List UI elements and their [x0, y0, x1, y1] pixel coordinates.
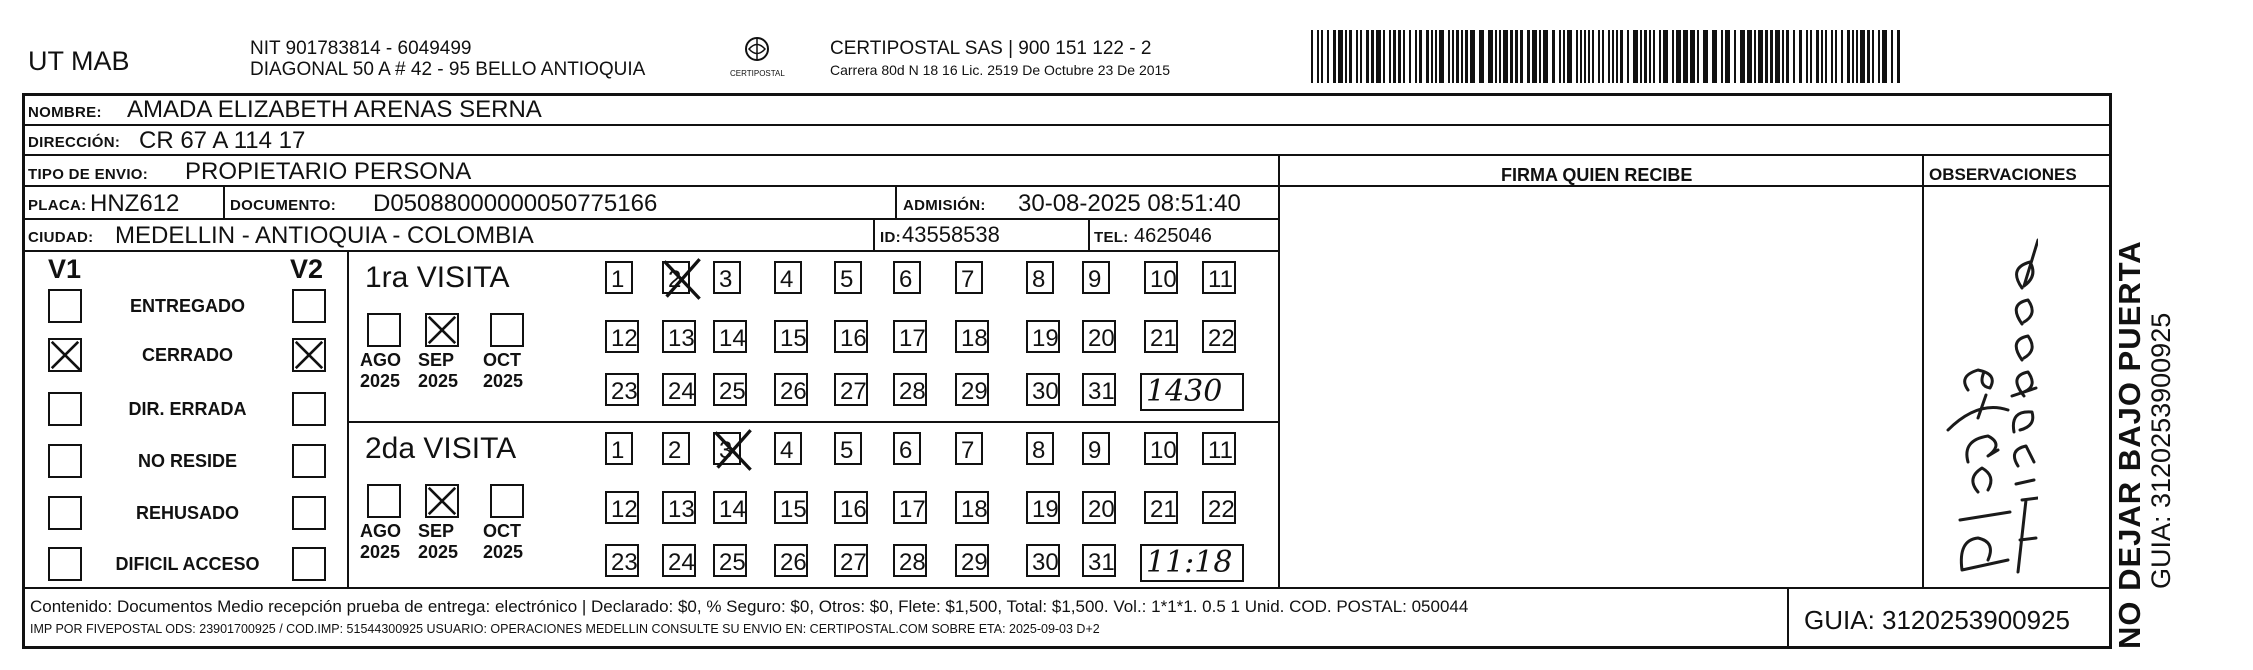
day-number: 19 — [1032, 325, 1059, 352]
day-cell[interactable] — [605, 261, 633, 294]
rule — [1280, 185, 2112, 187]
month-checkbox[interactable] — [490, 484, 524, 518]
day-number: 21 — [1150, 496, 1177, 523]
nit-text: NIT 901783814 - 6049499 — [250, 38, 472, 59]
rule — [1278, 154, 1280, 587]
check-x-icon — [427, 315, 457, 345]
admision-value: 30-08-2025 08:51:40 — [1018, 190, 1241, 217]
day-number: 8 — [1032, 437, 1046, 464]
status-label: DIFICIL ACCESO — [115, 554, 260, 574]
day-cell[interactable] — [662, 320, 696, 353]
rule — [22, 250, 1280, 252]
documento-value: D05088000000050775166 — [373, 190, 658, 217]
day-cell[interactable] — [955, 544, 989, 577]
logo-caption: CERTIPOSTAL — [730, 69, 785, 78]
company-address: DIAGONAL 50 A # 42 - 95 BELLO ANTIOQUIA — [250, 59, 646, 80]
placa-label: PLACA: — [28, 197, 87, 214]
day-cell[interactable] — [1144, 320, 1178, 353]
rule — [1922, 154, 1924, 587]
rule — [22, 218, 1280, 220]
day-number: 17 — [899, 325, 926, 352]
day-cell[interactable] — [605, 491, 639, 524]
day-number: 6 — [899, 266, 913, 293]
v2-header: V2 — [290, 254, 324, 284]
status-label: NO RESIDE — [137, 451, 238, 471]
day-number: 29 — [961, 378, 988, 405]
rule — [895, 185, 897, 218]
month-checkbox[interactable] — [367, 313, 401, 347]
day-x-mark-icon — [711, 428, 755, 472]
day-cell[interactable] — [713, 544, 747, 577]
tipo-envio-value: PROPIETARIO PERSONA — [185, 158, 472, 185]
day-number: 13 — [668, 496, 695, 523]
day-number: 24 — [668, 378, 695, 405]
side-warning: NO DEJAR BAJO PUERTA — [2112, 240, 2147, 649]
day-cell[interactable] — [1144, 261, 1178, 294]
day-cell[interactable] — [834, 261, 862, 294]
day-number: 15 — [780, 325, 807, 352]
status-label: CERRADO — [141, 345, 233, 365]
day-cell[interactable] — [662, 261, 690, 294]
ciudad-value: MEDELLIN - ANTIOQUIA - COLOMBIA — [115, 222, 534, 249]
placa-value: HNZ612 — [90, 190, 180, 217]
day-number: 13 — [668, 325, 695, 352]
visit-title: 2da VISITA — [365, 432, 517, 465]
status-label: REHUSADO — [135, 503, 239, 523]
day-number: 3 — [719, 437, 733, 464]
day-cell[interactable] — [713, 373, 747, 406]
admision-label: ADMISIÓN: — [903, 197, 986, 214]
day-cell[interactable] — [1082, 320, 1116, 353]
direccion-value: CR 67 A 114 17 — [139, 127, 306, 154]
year-label: 2025 — [360, 371, 401, 391]
day-cell[interactable] — [1202, 491, 1236, 524]
day-number: 25 — [719, 378, 746, 405]
day-number: 16 — [840, 325, 867, 352]
day-number: 9 — [1088, 266, 1102, 293]
month-label: AGO — [360, 521, 402, 541]
day-number: 10 — [1150, 437, 1177, 464]
day-cell[interactable] — [1082, 432, 1110, 465]
rule — [22, 185, 1280, 187]
rule — [1088, 218, 1090, 250]
rule — [22, 124, 2112, 126]
day-number: 28 — [899, 549, 926, 576]
day-number: 2 — [668, 266, 682, 293]
day-cell[interactable] — [1202, 261, 1236, 294]
month-label: SEP — [418, 350, 455, 370]
status-label: DIR. ERRADA — [128, 399, 247, 419]
day-cell[interactable] — [713, 261, 741, 294]
day-number: 17 — [899, 496, 926, 523]
day-number: 23 — [611, 549, 638, 576]
day-cell[interactable] — [1082, 491, 1116, 524]
day-number: 22 — [1208, 496, 1235, 523]
year-label: 2025 — [418, 371, 459, 391]
day-cell[interactable] — [774, 261, 802, 294]
day-cell[interactable] — [893, 373, 927, 406]
day-number: 12 — [611, 496, 638, 523]
day-cell[interactable] — [774, 373, 808, 406]
day-number: 12 — [611, 325, 638, 352]
day-cell[interactable] — [955, 261, 983, 294]
ciudad-label: CIUDAD: — [28, 229, 94, 246]
visit-time-field[interactable] — [1140, 544, 1244, 582]
year-label: 2025 — [360, 542, 401, 562]
day-number: 18 — [961, 496, 988, 523]
day-number: 5 — [840, 266, 854, 293]
day-number: 7 — [961, 437, 975, 464]
day-cell[interactable] — [1202, 432, 1236, 465]
visit-time-field[interactable] — [1140, 373, 1244, 411]
day-cell[interactable] — [1144, 432, 1178, 465]
visit-time-value: 1430 — [1146, 374, 1223, 409]
observaciones-header: OBSERVACIONES — [1929, 165, 2077, 184]
day-cell[interactable] — [1202, 320, 1236, 353]
day-number: 14 — [719, 496, 746, 523]
day-cell[interactable] — [834, 432, 862, 465]
month-label: OCT — [483, 350, 521, 370]
day-cell[interactable] — [605, 544, 639, 577]
tel-label: TEL: — [1094, 229, 1129, 246]
status-label: ENTREGADO — [129, 296, 245, 316]
day-cell[interactable] — [1026, 432, 1054, 465]
day-number: 21 — [1150, 325, 1177, 352]
day-number: 4 — [780, 266, 794, 293]
day-cell[interactable] — [1082, 261, 1110, 294]
day-number: 6 — [899, 437, 913, 464]
day-cell[interactable] — [955, 320, 989, 353]
month-label: AGO — [360, 350, 402, 370]
day-number: 20 — [1088, 325, 1115, 352]
year-label: 2025 — [483, 542, 524, 562]
day-cell[interactable] — [1026, 544, 1060, 577]
day-cell[interactable] — [774, 432, 802, 465]
day-cell[interactable] — [1026, 491, 1060, 524]
day-number: 3 — [719, 266, 733, 293]
rule — [1787, 587, 1789, 649]
day-cell[interactable] — [713, 491, 747, 524]
rule — [22, 154, 2112, 156]
day-number: 19 — [1032, 496, 1059, 523]
day-cell[interactable] — [662, 491, 696, 524]
observations-handwriting — [1938, 200, 2038, 580]
day-number: 30 — [1032, 549, 1059, 576]
day-number: 9 — [1088, 437, 1102, 464]
day-number: 7 — [961, 266, 975, 293]
month-checkbox[interactable] — [490, 313, 524, 347]
day-cell[interactable] — [893, 544, 927, 577]
day-number: 11 — [1208, 266, 1233, 293]
year-label: 2025 — [483, 371, 524, 391]
day-cell[interactable] — [605, 373, 639, 406]
day-cell[interactable] — [1026, 261, 1054, 294]
day-cell[interactable] — [893, 320, 927, 353]
side-guia: GUIA: 3120253900925 — [2146, 312, 2176, 589]
day-cell[interactable] — [605, 320, 639, 353]
id-value: 43558538 — [902, 222, 1000, 247]
day-number: 23 — [611, 378, 638, 405]
day-cell[interactable] — [662, 373, 696, 406]
day-cell[interactable] — [774, 491, 808, 524]
day-cell[interactable] — [834, 544, 868, 577]
day-cell[interactable] — [662, 544, 696, 577]
day-number: 26 — [780, 549, 807, 576]
day-number: 28 — [899, 378, 926, 405]
footer-print-line: IMP POR FIVEPOSTAL ODS: 23901700925 / COD.IMP: 51544300925 USUARIO: OPERACIONES MEDELLIN CONSULTE SU ENVIO EN: CERTIPOSTAL.COM SOBRE ETA: 2025-09-03 D+2 — [30, 622, 1100, 636]
month-checkbox[interactable] — [425, 313, 459, 347]
day-number: 2 — [668, 437, 682, 464]
day-cell[interactable] — [605, 432, 633, 465]
day-cell[interactable] — [834, 320, 868, 353]
day-number: 4 — [780, 437, 794, 464]
day-number: 15 — [780, 496, 807, 523]
rule — [223, 185, 225, 218]
day-cell[interactable] — [662, 432, 690, 465]
day-number: 1 — [611, 266, 625, 293]
documento-label: DOCUMENTO: — [230, 197, 337, 214]
day-number: 30 — [1032, 378, 1059, 405]
company-name: UT MAB — [28, 46, 130, 76]
certipostal-nit: CERTIPOSTAL SAS | 900 151 122 - 2 — [830, 38, 1152, 59]
day-number: 1 — [611, 437, 625, 464]
day-cell[interactable] — [1082, 544, 1116, 577]
side-text — [2112, 93, 2192, 649]
rule — [347, 421, 1280, 423]
day-number: 27 — [840, 549, 867, 576]
day-x-mark-icon — [660, 257, 704, 301]
day-cell[interactable] — [955, 491, 989, 524]
day-number: 27 — [840, 378, 867, 405]
month-checkbox[interactable] — [367, 484, 401, 518]
day-number: 20 — [1088, 496, 1115, 523]
footer-contents-line: Contenido: Documentos Medio recepción prueba de entrega: electrónico | Declarado: $0, % Seguro: $0, Otros: $0, Flete: $1,500, Total: $1,500. Vol.: 1*1*1. 0.5 1 Unid. COD. POSTAL: 050044 — [30, 597, 1469, 616]
tipo-envio-label: TIPO DE ENVIO: — [28, 166, 149, 183]
visit-time-value: 11:18 — [1146, 545, 1233, 580]
barcode-graphic — [1311, 30, 1901, 83]
check-x-icon — [427, 486, 457, 516]
day-number: 8 — [1032, 266, 1046, 293]
day-cell[interactable] — [1082, 373, 1116, 406]
rule — [22, 587, 2112, 589]
day-cell[interactable] — [834, 491, 868, 524]
day-cell[interactable] — [893, 432, 921, 465]
day-cell[interactable] — [713, 320, 747, 353]
day-cell[interactable] — [1144, 491, 1178, 524]
year-label: 2025 — [418, 542, 459, 562]
day-cell[interactable] — [893, 261, 921, 294]
certipostal-license: Carrera 80d N 18 16 Lic. 2519 De Octubre 23 De 2015 — [830, 62, 1171, 78]
day-number: 18 — [961, 325, 988, 352]
day-cell[interactable] — [834, 373, 868, 406]
day-number: 22 — [1208, 325, 1235, 352]
day-number: 5 — [840, 437, 854, 464]
day-number: 24 — [668, 549, 695, 576]
signature-drawing — [1938, 200, 2038, 580]
footer-guia: GUIA: 3120253900925 — [1804, 605, 2070, 635]
id-label: ID: — [880, 229, 901, 246]
tel-value: 4625046 — [1134, 225, 1212, 247]
day-cell[interactable] — [713, 432, 741, 465]
day-cell[interactable] — [893, 491, 927, 524]
visit-title: 1ra VISITA — [365, 261, 510, 294]
day-cell[interactable] — [955, 373, 989, 406]
day-number: 14 — [719, 325, 746, 352]
rule — [873, 218, 875, 250]
day-cell[interactable] — [955, 432, 983, 465]
firma-header: FIRMA QUIEN RECIBE — [1501, 165, 1693, 185]
v1-header: V1 — [48, 254, 82, 284]
header — [0, 0, 2253, 95]
month-label: SEP — [418, 521, 455, 541]
day-cell[interactable] — [1026, 320, 1060, 353]
day-number: 31 — [1088, 549, 1115, 576]
month-checkbox[interactable] — [425, 484, 459, 518]
month-label: OCT — [483, 521, 521, 541]
day-cell[interactable] — [1026, 373, 1060, 406]
day-number: 11 — [1208, 437, 1233, 464]
direccion-label: DIRECCIÓN: — [28, 134, 121, 151]
day-number: 16 — [840, 496, 867, 523]
day-number: 10 — [1150, 266, 1177, 293]
day-number: 26 — [780, 378, 807, 405]
day-cell[interactable] — [774, 544, 808, 577]
nombre-label: NOMBRE: — [28, 104, 102, 121]
certipostal-logo — [727, 34, 787, 84]
barcode — [1311, 30, 1901, 83]
day-number: 29 — [961, 549, 988, 576]
day-number: 31 — [1088, 378, 1115, 405]
day-number: 25 — [719, 549, 746, 576]
nombre-value: AMADA ELIZABETH ARENAS SERNA — [127, 96, 542, 123]
day-cell[interactable] — [774, 320, 808, 353]
